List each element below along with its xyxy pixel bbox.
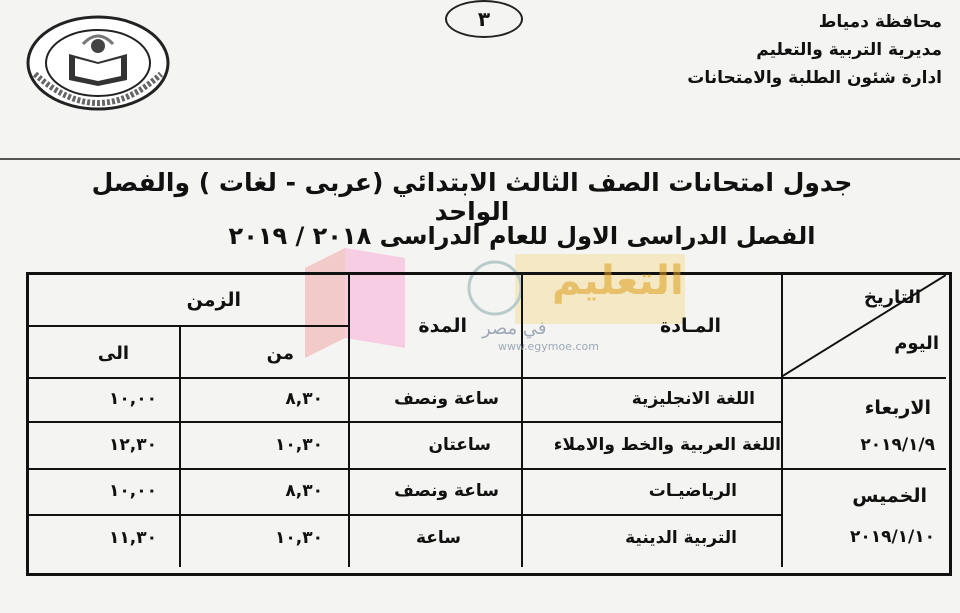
department-text: ادارة شئون الطلبة والامتحانات [687, 68, 942, 88]
row-3-duration: ساعة ونصف [394, 481, 499, 501]
col-divider-time [179, 325, 181, 567]
row-divider-r3 [29, 514, 781, 516]
header-time: الزمن [186, 289, 241, 311]
document-subtitle: الفصل الدراسى الاول للعام الدراسى ٢٠١٨ / ٢٠١٩ [228, 222, 816, 250]
row-divider-group [29, 468, 946, 470]
department-logo [25, 14, 171, 112]
row-4-from: ١٠,٣٠ [275, 528, 323, 548]
group-2-date: ٢٠١٩/١/١٠ [849, 527, 935, 547]
row-4-subject: التربية الدينية [625, 528, 737, 548]
row-4-duration: ساعة [415, 528, 461, 548]
row-3-to: ١٠,٠٠ [109, 481, 157, 501]
group-1-date: ٢٠١٩/١/٩ [860, 435, 935, 455]
header-date: التاريخ [863, 287, 921, 308]
watermark-sub: في مصر [482, 318, 547, 339]
header-from: من [266, 343, 294, 364]
row-1-from: ٨,٣٠ [285, 389, 323, 409]
directorate-text: مديرية التربية والتعليم [756, 40, 942, 60]
row-2-to: ١٢,٣٠ [109, 435, 157, 455]
row-1-duration: ساعة ونصف [394, 389, 499, 409]
group-2-day: الخميس [852, 485, 927, 507]
header-divider [0, 158, 960, 160]
row-2-subject: اللغة العربية والخط والاملاء [553, 435, 781, 455]
governorate-text: محافظة دمياط [818, 12, 942, 32]
group-1-day: الاربعاء [864, 397, 931, 419]
document-title: جدول امتحانات الصف الثالث الابتدائي (عربى - لغات ) والفصل الواحد [91, 168, 853, 226]
header-day: اليوم [894, 333, 939, 354]
watermark-brand: التعليم [552, 258, 684, 304]
row-2-from: ١٠,٣٠ [275, 435, 323, 455]
row-divider-header [29, 377, 946, 379]
watermark-url: www.egymoe.com [498, 340, 599, 353]
header-to: الى [97, 343, 129, 364]
row-1-to: ١٠,٠٠ [109, 389, 157, 409]
row-3-subject: الرياضيـات [648, 481, 737, 501]
page-number: ٣ [445, 0, 523, 38]
header-subject: المـادة [660, 315, 721, 337]
header-duration: المدة [418, 315, 467, 337]
row-3-from: ٨,٣٠ [285, 481, 323, 501]
row-divider-time-header [29, 325, 348, 327]
header-block [642, 8, 942, 92]
row-2-duration: ساعتان [428, 435, 491, 455]
row-4-to: ١١,٣٠ [109, 528, 157, 548]
row-divider-r1 [29, 421, 781, 423]
row-1-subject: اللغة الانجليزية [631, 389, 755, 409]
